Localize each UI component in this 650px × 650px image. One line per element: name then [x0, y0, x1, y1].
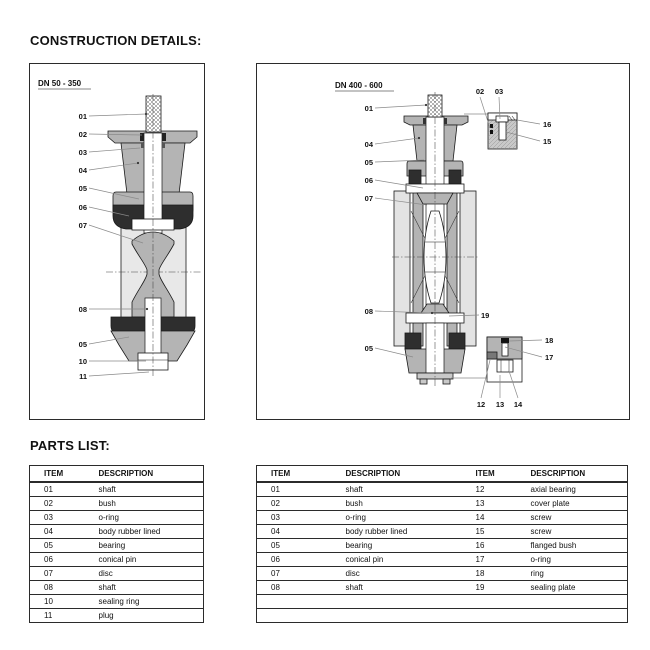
dn-range-label: DN 400 - 600 — [335, 81, 383, 90]
callout-19: 19 — [481, 311, 490, 320]
table-cell — [517, 595, 628, 609]
table-cell: screw — [517, 525, 628, 539]
diagram-dn50-350 — [29, 63, 205, 420]
callout-17: 17 — [545, 353, 554, 362]
callout-05b: 05 — [78, 340, 87, 349]
table-row — [257, 511, 628, 525]
table-row — [257, 609, 628, 623]
table-row — [257, 539, 628, 553]
col-header-item: ITEM — [462, 466, 517, 483]
seal-right — [449, 170, 461, 184]
table-cell — [257, 595, 332, 609]
cover-plate-cup — [497, 360, 513, 372]
top-shaft-hatch — [146, 96, 161, 132]
table-cell: 11 — [44, 611, 53, 620]
table-cell — [332, 595, 462, 609]
callout-02: 02 — [475, 87, 485, 96]
table-cell: 04 — [257, 525, 332, 539]
bush-mark — [444, 118, 447, 124]
table-cell: bearing — [332, 539, 462, 553]
table-cell: o-ring — [332, 511, 462, 525]
valve-drawing-dn50-350 — [30, 64, 204, 419]
table-cell: ring — [517, 567, 628, 581]
table-cell: 05 — [30, 539, 85, 553]
table-row — [30, 525, 204, 539]
table-cell: 06 — [30, 553, 85, 567]
table-cell: 03 — [30, 511, 85, 525]
col-header-item: ITEM — [257, 466, 332, 483]
col-header-description: DESCRIPTION — [85, 466, 204, 483]
col-header-description: DESCRIPTION — [332, 466, 462, 483]
table-row — [257, 581, 628, 595]
table-cell: shaft — [332, 482, 462, 497]
callout-06: 06 — [78, 203, 87, 212]
valve-body — [392, 92, 478, 386]
table-row — [257, 525, 628, 539]
detail-inset-top — [464, 113, 517, 149]
ring-mark — [501, 338, 509, 343]
table-row — [30, 511, 204, 525]
table-cell: cover plate — [517, 497, 628, 511]
table-cell: screw — [517, 511, 628, 525]
table-cell: o-ring — [517, 553, 628, 567]
table-cell: o-ring — [85, 511, 204, 525]
table-row — [257, 595, 628, 609]
o-ring-mark — [490, 130, 493, 134]
table-header-row — [257, 466, 628, 483]
table-cell: 06 — [257, 553, 332, 567]
callout-05: 05 — [78, 184, 87, 193]
screw-head — [496, 116, 508, 122]
table-cell — [257, 609, 332, 623]
table-cell: 12 — [462, 482, 517, 497]
table-cell: 01 — [257, 482, 332, 497]
table-row — [30, 553, 204, 567]
table-cell: 14 — [462, 511, 517, 525]
callout-15: 15 — [543, 137, 552, 146]
parts-list-title: PARTS LIST: — [30, 438, 110, 453]
table-cell: 07 — [30, 567, 85, 581]
table-cell: 02 — [30, 497, 85, 511]
table-row — [30, 482, 204, 497]
table-cell: shaft — [85, 581, 204, 595]
diagram-dn400-600 — [256, 63, 630, 420]
callout-08: 08 — [364, 307, 373, 316]
table-row — [257, 553, 628, 567]
screw-shaft — [499, 122, 506, 140]
callout-04: 04 — [78, 166, 87, 175]
callout-05b: 05 — [364, 344, 373, 353]
callout-14: 14 — [513, 400, 523, 409]
bolt — [443, 379, 450, 384]
callout-07: 07 — [364, 194, 373, 203]
callout-10: 10 — [78, 357, 87, 366]
table-cell: 17 — [462, 553, 517, 567]
table-cell: 07 — [257, 567, 332, 581]
dn-range-label: DN 50 - 350 — [38, 79, 82, 88]
table-header-row — [30, 466, 204, 483]
table-cell: 03 — [257, 511, 332, 525]
table-cell: plug — [98, 611, 114, 620]
table-cell: 02 — [257, 497, 332, 511]
table-cell — [332, 609, 462, 623]
table-row — [30, 497, 204, 511]
table-cell: shaft — [85, 482, 204, 497]
table-cell: shaft — [332, 581, 462, 595]
table-cell: 16 — [462, 539, 517, 553]
col-header-description: DESCRIPTION — [517, 466, 628, 483]
callout-01: 01 — [78, 112, 87, 121]
table-cell: 13 — [462, 497, 517, 511]
bush-mark — [423, 118, 426, 124]
table-cell: 04 — [30, 525, 85, 539]
table-cell: 01 — [30, 482, 85, 497]
table-cell: 05 — [257, 539, 332, 553]
table-row — [30, 581, 204, 595]
table-cell: 19 — [462, 581, 517, 595]
table-cell — [462, 609, 517, 623]
table-cell: flanged bush — [517, 539, 628, 553]
lower-seal-left — [405, 333, 421, 349]
table-row — [257, 482, 628, 497]
parts-table-left — [29, 465, 204, 623]
callout-03: 03 — [494, 87, 504, 96]
table-cell: body rubber lined — [332, 525, 462, 539]
table-cell: 10 — [30, 595, 85, 609]
table-cell: 08 — [30, 581, 85, 595]
callout-02: 02 — [78, 130, 87, 139]
table-cell: disc — [85, 567, 204, 581]
o-ring-mark — [490, 124, 493, 128]
parts-table-right — [256, 465, 628, 623]
table-cell: sealing ring — [85, 595, 204, 609]
table-cell: 18 — [462, 567, 517, 581]
callout-13: 13 — [495, 400, 505, 409]
callout-08: 08 — [78, 305, 87, 314]
table-row — [30, 539, 204, 553]
callout-labels — [79, 112, 88, 381]
table-row — [30, 595, 204, 609]
callout-06: 06 — [364, 176, 373, 185]
bush-mark — [162, 133, 166, 141]
o-ring-mark — [162, 143, 165, 148]
table-cell: bush — [332, 497, 462, 511]
table-cell: 08 — [257, 581, 332, 595]
table-row — [30, 609, 204, 623]
table-cell: bearing — [85, 539, 204, 553]
valve-body — [106, 94, 201, 376]
table-cell: body rubber lined — [85, 525, 204, 539]
callout-12: 12 — [476, 400, 486, 409]
table-cell: conical pin — [85, 553, 204, 567]
table-row — [30, 567, 204, 581]
table-row — [257, 567, 628, 581]
callout-05: 05 — [364, 158, 373, 167]
seal-left — [409, 170, 421, 184]
page-title: CONSTRUCTION DETAILS: — [30, 33, 202, 48]
callout-03: 03 — [78, 148, 87, 157]
callout-11: 11 — [79, 372, 87, 381]
o-ring-mark — [141, 143, 144, 148]
axial-bearing-block — [487, 352, 497, 359]
table-cell: sealing plate — [517, 581, 628, 595]
bush-mark — [140, 133, 144, 141]
table-cell: bush — [85, 497, 204, 511]
callout-18: 18 — [545, 336, 554, 345]
table-cell — [517, 609, 628, 623]
table-cell: 15 — [462, 525, 517, 539]
lower-seal-right — [449, 333, 465, 349]
callout-07: 07 — [78, 221, 87, 230]
col-header-item: ITEM — [30, 466, 85, 483]
table-row — [257, 497, 628, 511]
table-cell — [462, 595, 517, 609]
bolt — [420, 379, 427, 384]
table-cell: conical pin — [332, 553, 462, 567]
callout-01: 01 — [364, 104, 373, 113]
table-cell: axial bearing — [517, 482, 628, 497]
callout-16: 16 — [543, 120, 552, 129]
callout-04: 04 — [364, 140, 373, 149]
screw-shaft — [502, 343, 508, 356]
valve-drawing-dn400-600 — [257, 64, 629, 419]
table-cell: disc — [332, 567, 462, 581]
